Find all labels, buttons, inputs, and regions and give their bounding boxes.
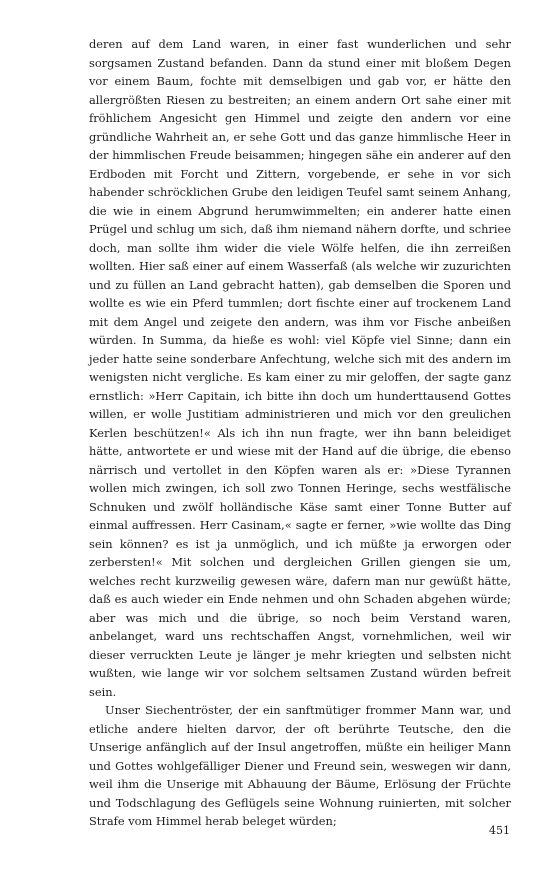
page-body	[89, 35, 511, 831]
paragraph-2: Unser Siechentröster, der ein sanftmütiger frommer Mann war, und etliche andere hielten darvor, der oft berührte Teutsche, den die Unserige anfänglich auf der Insul angetroffen, müßte ein heiliger Mann und Gottes wohlgefälliger Diener und Freund sein, weswegen wir dann, weil ihm die Unserige mit Abhauung der Bäume, Erlösung der Früchte und Todschlagung des Geflügels seine Wohnung ruinierten, mit solcher Strafe vom Himmel herab beleget würden;	[89, 703, 511, 828]
paragraph-1: deren auf dem Land waren, in einer fast wunderlichen und sehr sorgsamen Zustand befanden. Dann da stund einer mit bloßem Degen vor einem Baum, fochte mit demselbigen und gab vor, er hätte den allergrößten Riesen zu bestreiten; an einem andern Ort sahe einer mit fröhlichem Angesicht gen Himmel und zeigte den andern vor eine gründliche Wahrheit an, er sehe Gott und das ganze himmlische Heer in der himmlischen Freude beisammen; hingegen sähe ein anderer auf den Erdboden mit Forcht und Zittern, vorgebende, er sehe in vor sich habender schröcklichen Grube den leidigen Teufel samt seinem Anhang, die wie in einem Abgrund herumwimmelten; ein anderer hatte einen Prügel und schlug um sich, daß ihm niemand nähern dorfte, und schriee doch, man sollte ihm wider die viele Wölfe helfen, die ihn zerreißen wollten. Hier saß einer auf einem Wasserfaß (als welche wir zuzurichten und zu füllen an Land gebracht hatten), gab demselben die Sporen und wollte es wie ein Pferd tummlen; dort fischte einer auf trockenem Land mit dem Angel und zeigete den andern, was ihm vor Fische anbeißen würden. In Summa, da hieße es wohl: viel Köpfe viel Sinne; dann ein jeder hatte seine sonderbare Anfechtung, welche sich mit des andern im wenigsten nicht vergliche. Es kam einer zu mir geloffen, der sagte ganz ernstlich: »Herr Capitain, ich bitte ihn doch um hunderttausend Gottes willen, er wolle Justitiam administrieren und mich vor den greulichen Kerlen beschützen!« Als ich ihn nun fragte, wer ihn bann beleidiget hätte, antwortete er und wiese mit der Hand auf die übrige, die ebenso närrisch und vertollet in den Köpfen waren als er: »Diese Tyrannen wollen mich zwingen, ich soll zwo Tonnen Heringe, sechs westfälische Schnuken und zwölf holländische Käse samt einer Tonne Butter auf einmal auffressen. Herr Casinam,« sagte er ferner, »wie wollte das Ding sein können? es ist ja unmöglich, und ich müßte ja erworgen oder zerbersten!« Mit solchen und dergleichen Grillen giengen sie um, welches recht kurzweilig gewesen wäre, dafern man nur gewüßt hätte, daß es auch wieder ein Ende nehmen und ohn Schaden abgehen würde; aber was mich und die übrige, so noch beim Verstand waren, anbelanget, ward uns rechtschaffen Angst, vornehmlichen, weil wir dieser verruckten Leute je länger je mehr kriegten und selbsten nicht wußten, wie lange wir vor solchem seltsamen Zustand würden befreit sein.	[89, 37, 511, 699]
page-number: 451	[489, 824, 510, 837]
